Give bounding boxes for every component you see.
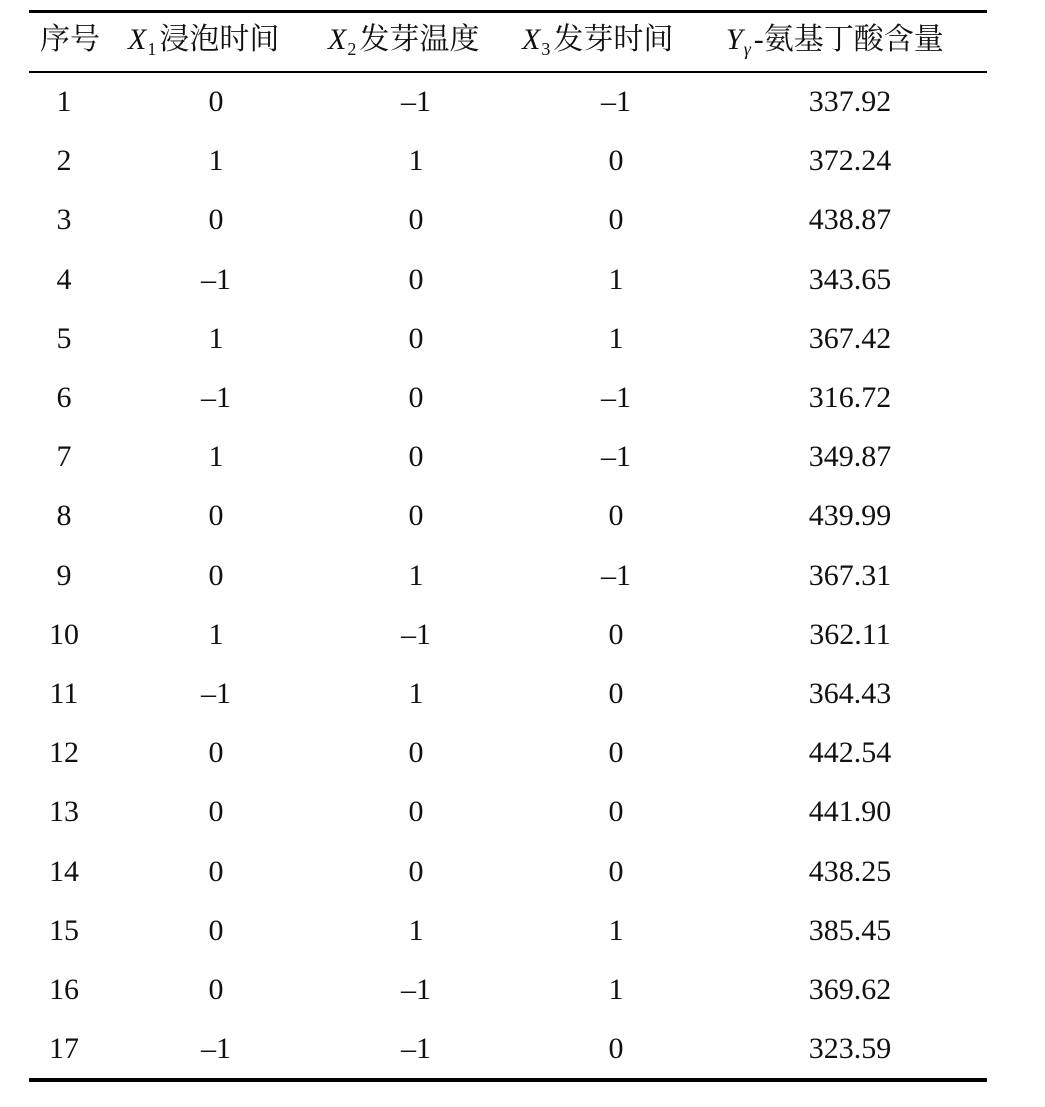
cell-y-value: 385.45 [808,914,892,947]
cell-sequence-number: 2 [56,144,72,177]
cell-x1: 0 [208,736,224,769]
cell-y-value: 369.62 [808,973,892,1006]
header-x3-germination-time [522,22,673,61]
cell-x1: 1 [208,618,224,651]
cell-sequence-number: 4 [56,263,72,296]
header-y-subscript: γ [743,39,751,59]
cell-x1: 0 [208,855,224,888]
cell-x2: –1 [401,1032,431,1065]
cell-x3: 1 [608,322,624,355]
table-bottom-rule [29,1078,987,1082]
cell-x2: 0 [408,263,424,296]
cell-x2: 0 [408,855,424,888]
cell-y-value: 372.24 [808,144,892,177]
header-x3-label: 发芽时间 [553,23,674,56]
cell-x2: 0 [408,795,424,828]
header-x3-subscript: 3 [541,39,551,59]
header-sequence-number [40,22,100,58]
cell-x2: 0 [408,322,424,355]
cell-sequence-number: 17 [49,1032,79,1065]
cell-x2: 1 [408,559,424,592]
cell-y-value: 439.99 [808,499,892,532]
cell-x3: 0 [608,1032,624,1065]
cell-x1: –1 [201,263,231,296]
cell-sequence-number: 16 [49,973,79,1006]
cell-sequence-number: 15 [49,914,79,947]
cell-y-value: 337.92 [808,85,892,118]
table-top-rule [29,10,987,13]
cell-x1: –1 [201,1032,231,1065]
cell-x2: 0 [408,381,424,414]
cell-sequence-number: 14 [49,855,79,888]
cell-x2: 0 [408,203,424,236]
header-x2-label: 发芽温度 [359,23,480,56]
cell-y-value: 349.87 [808,440,892,473]
cell-x2: –1 [401,618,431,651]
cell-x1: 1 [208,322,224,355]
cell-x1: 1 [208,440,224,473]
cell-x2: 0 [408,499,424,532]
header-y-label: -氨基丁酸含量 [753,23,944,56]
header-sequence-number-label: 序号 [40,23,100,56]
cell-x2: 0 [408,440,424,473]
header-x1-variable: X [128,23,147,56]
cell-x3: 1 [608,263,624,296]
cell-y-value: 323.59 [808,1032,892,1065]
header-y-gaba-content [726,22,944,61]
cell-y-value: 343.65 [808,263,892,296]
cell-x3: –1 [601,381,631,414]
cell-x3: 0 [608,499,624,532]
cell-x2: 1 [408,914,424,947]
cell-sequence-number: 11 [49,677,79,710]
cell-x3: 0 [608,203,624,236]
cell-x1: 0 [208,559,224,592]
cell-x1: 0 [208,914,224,947]
cell-y-value: 362.11 [809,618,891,651]
cell-x2: 1 [408,677,424,710]
cell-sequence-number: 5 [56,322,72,355]
cell-y-value: 367.42 [808,322,892,355]
header-x2-subscript: 2 [347,39,357,59]
cell-x3: –1 [601,85,631,118]
header-x1-soaking-time [128,22,279,61]
header-x2-variable: X [328,23,347,56]
cell-x1: 0 [208,973,224,1006]
table-header-rule [29,71,987,73]
cell-sequence-number: 8 [56,499,72,532]
header-x2-germination-temperature [328,22,479,61]
cell-y-value: 438.87 [808,203,892,236]
cell-sequence-number: 12 [49,736,79,769]
cell-x2: –1 [401,85,431,118]
cell-x1: –1 [201,381,231,414]
cell-y-value: 441.90 [808,795,892,828]
cell-x3: 0 [608,795,624,828]
cell-sequence-number: 6 [56,381,72,414]
cell-x3: 0 [608,677,624,710]
cell-x1: 0 [208,795,224,828]
cell-y-value: 316.72 [808,381,892,414]
cell-x3: 0 [608,144,624,177]
header-x1-subscript: 1 [147,39,157,59]
cell-x1: –1 [201,677,231,710]
header-x1-label: 浸泡时间 [159,23,280,56]
cell-x1: 0 [208,203,224,236]
cell-x1: 0 [208,85,224,118]
cell-x3: 1 [608,973,624,1006]
cell-x1: 1 [208,144,224,177]
cell-sequence-number: 3 [56,203,72,236]
cell-x2: –1 [401,973,431,1006]
cell-x3: 0 [608,736,624,769]
cell-x3: 0 [608,618,624,651]
cell-y-value: 438.25 [808,855,892,888]
cell-y-value: 442.54 [808,736,892,769]
cell-sequence-number: 13 [49,795,79,828]
cell-x3: 0 [608,855,624,888]
cell-x3: –1 [601,559,631,592]
cell-sequence-number: 7 [56,440,72,473]
cell-x1: 0 [208,499,224,532]
cell-x3: –1 [601,440,631,473]
cell-sequence-number: 9 [56,559,72,592]
cell-sequence-number: 1 [56,85,72,118]
cell-sequence-number: 10 [49,618,79,651]
cell-y-value: 367.31 [808,559,892,592]
cell-x2: 0 [408,736,424,769]
header-x3-variable: X [522,23,541,56]
cell-y-value: 364.43 [808,677,892,710]
header-y-variable: Y [726,23,743,56]
cell-x2: 1 [408,144,424,177]
cell-x3: 1 [608,914,624,947]
